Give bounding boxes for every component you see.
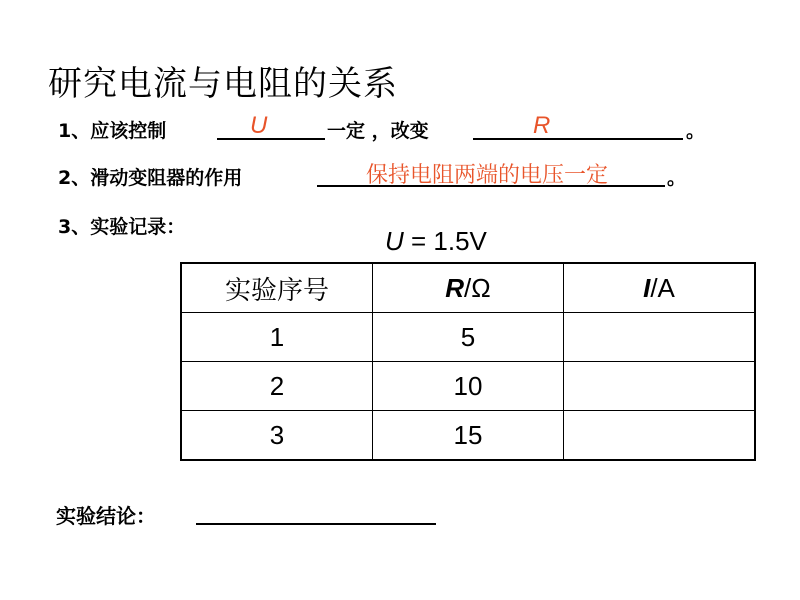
table-row	[181, 313, 755, 362]
table-row	[181, 362, 755, 411]
answer-2: R	[533, 112, 551, 139]
conclusion-label: 实验结论：	[56, 504, 156, 528]
header-current	[564, 263, 756, 313]
cell-trial: 3	[181, 411, 373, 461]
question-1-suffix: 。	[686, 120, 706, 142]
voltage-var: U	[385, 226, 404, 256]
page-title: 研究电流与电阻的关系	[48, 64, 398, 104]
header-resistance-var: R	[445, 272, 465, 303]
cell-current	[564, 411, 756, 461]
blank-2	[473, 138, 683, 140]
cell-current	[564, 362, 756, 411]
conclusion-blank	[196, 523, 436, 525]
table-row	[181, 411, 755, 461]
record-table	[180, 262, 756, 461]
question-3: 3、实验记录：	[58, 216, 186, 238]
header-trial-number: 实验序号	[181, 263, 373, 313]
answer-1: U	[250, 112, 268, 139]
question-1-middle: 一定 ，改变	[327, 120, 429, 142]
cell-resistance: 5	[373, 313, 564, 362]
answer-3: 保持电阻两端的电压一定	[366, 163, 609, 188]
voltage-label	[385, 226, 487, 257]
header-current-var: I	[643, 272, 651, 303]
cell-current	[564, 313, 756, 362]
cell-resistance: 10	[373, 362, 564, 411]
question-2-prefix: 2、滑动变阻器的作用	[58, 167, 243, 189]
cell-trial: 1	[181, 313, 373, 362]
voltage-value: = 1.5V	[403, 226, 487, 256]
header-resistance-unit: /Ω	[464, 272, 491, 303]
cell-resistance: 15	[373, 411, 564, 461]
blank-1	[217, 138, 325, 140]
cell-trial: 2	[181, 362, 373, 411]
header-current-unit: /A	[650, 272, 675, 303]
question-2-suffix: 。	[667, 167, 687, 189]
header-resistance	[373, 263, 564, 313]
table-header-row	[181, 263, 755, 313]
question-1-prefix: 1、应该控制	[58, 120, 167, 142]
